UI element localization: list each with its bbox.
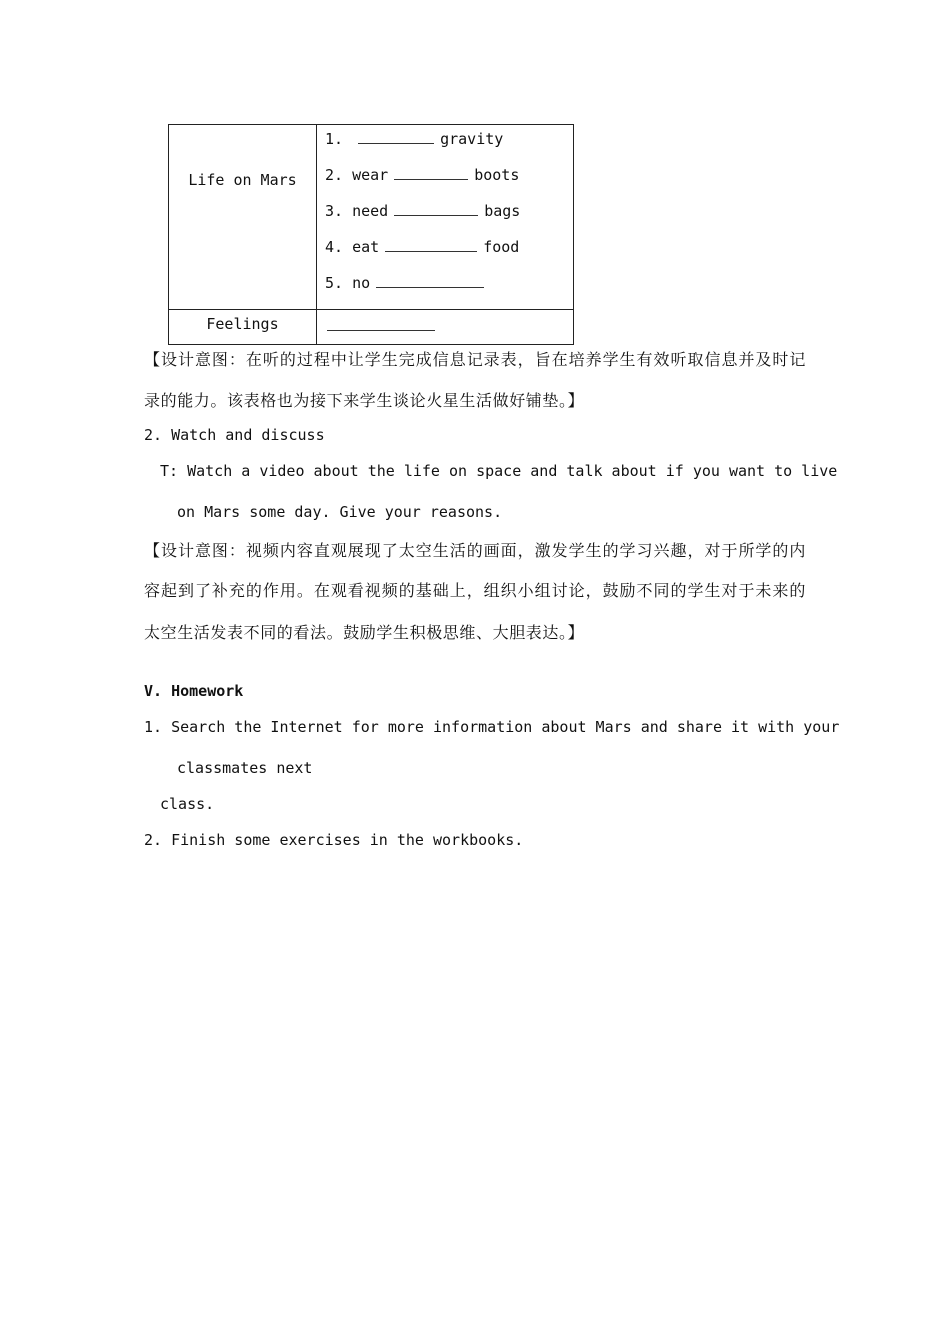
blank-item [325,273,573,309]
item-number: 5. [325,274,344,292]
item-word-before: eat [352,238,380,256]
feelings-answer-cell [317,310,574,345]
item-word-after: food [483,238,520,256]
row-label-feelings: Feelings [169,310,317,345]
item-number: 2. [325,166,344,184]
item-word-before: no [352,274,371,292]
item-number: 1. [325,130,344,148]
design-intent-2-cont: 容起到了补充的作用。在观看视频的基础上，组织小组讨论，鼓励不同的学生对于未来的 [144,581,806,600]
info-record-table [168,124,574,345]
design-intent-2-end: 太空生活发表不同的看法。鼓励学生积极思维、大胆表达。】 [144,623,585,642]
feelings-blank [327,318,435,331]
homework-item-1: 1. Search the Internet for more information about Mars and share it with your [144,718,840,736]
item-word-before: need [352,202,389,220]
design-intent-1-cont: 录的能力。该表格也为接下来学生谈论火星生活做好铺垫。】 [144,391,585,410]
blank-item [325,165,573,201]
homework-item-2: 2. Finish some exercises in the workbooks. [144,831,524,849]
design-intent-2: 【设计意图：视频内容直观展现了太空生活的画面，激发学生的学习兴趣，对于所学的内 [144,541,806,560]
watch-discuss-heading: 2. Watch and discuss [144,426,325,444]
fill-in-blank [358,131,434,144]
blank-item [325,129,573,165]
blank-items-cell [317,125,574,310]
blank-item [325,237,573,273]
item-word-after: boots [474,166,520,184]
item-number: 4. [325,238,344,256]
fill-in-blank [376,275,484,288]
item-number: 3. [325,202,344,220]
item-word-after: bags [484,202,521,220]
homework-item-1-cont: classmates next [177,759,313,777]
fill-in-blank [394,203,478,216]
item-word-before: wear [352,166,389,184]
teacher-instruction-cont: on Mars some day. Give your reasons. [177,503,503,521]
blank-items-list [317,125,573,309]
fill-in-blank [394,167,468,180]
homework-item-1-end: class. [160,795,215,813]
blank-item [325,201,573,237]
item-word-after: gravity [440,130,504,148]
design-intent-1: 【设计意图：在听的过程中让学生完成信息记录表，旨在培养学生有效听取信息并及时记 [144,350,806,369]
teacher-instruction: T: Watch a video about the life on space and talk about if you want to live [160,462,838,480]
fill-in-blank [385,239,477,252]
homework-heading: V. Homework [144,682,244,700]
row-label-life-on-mars: Life on Mars [169,125,317,310]
